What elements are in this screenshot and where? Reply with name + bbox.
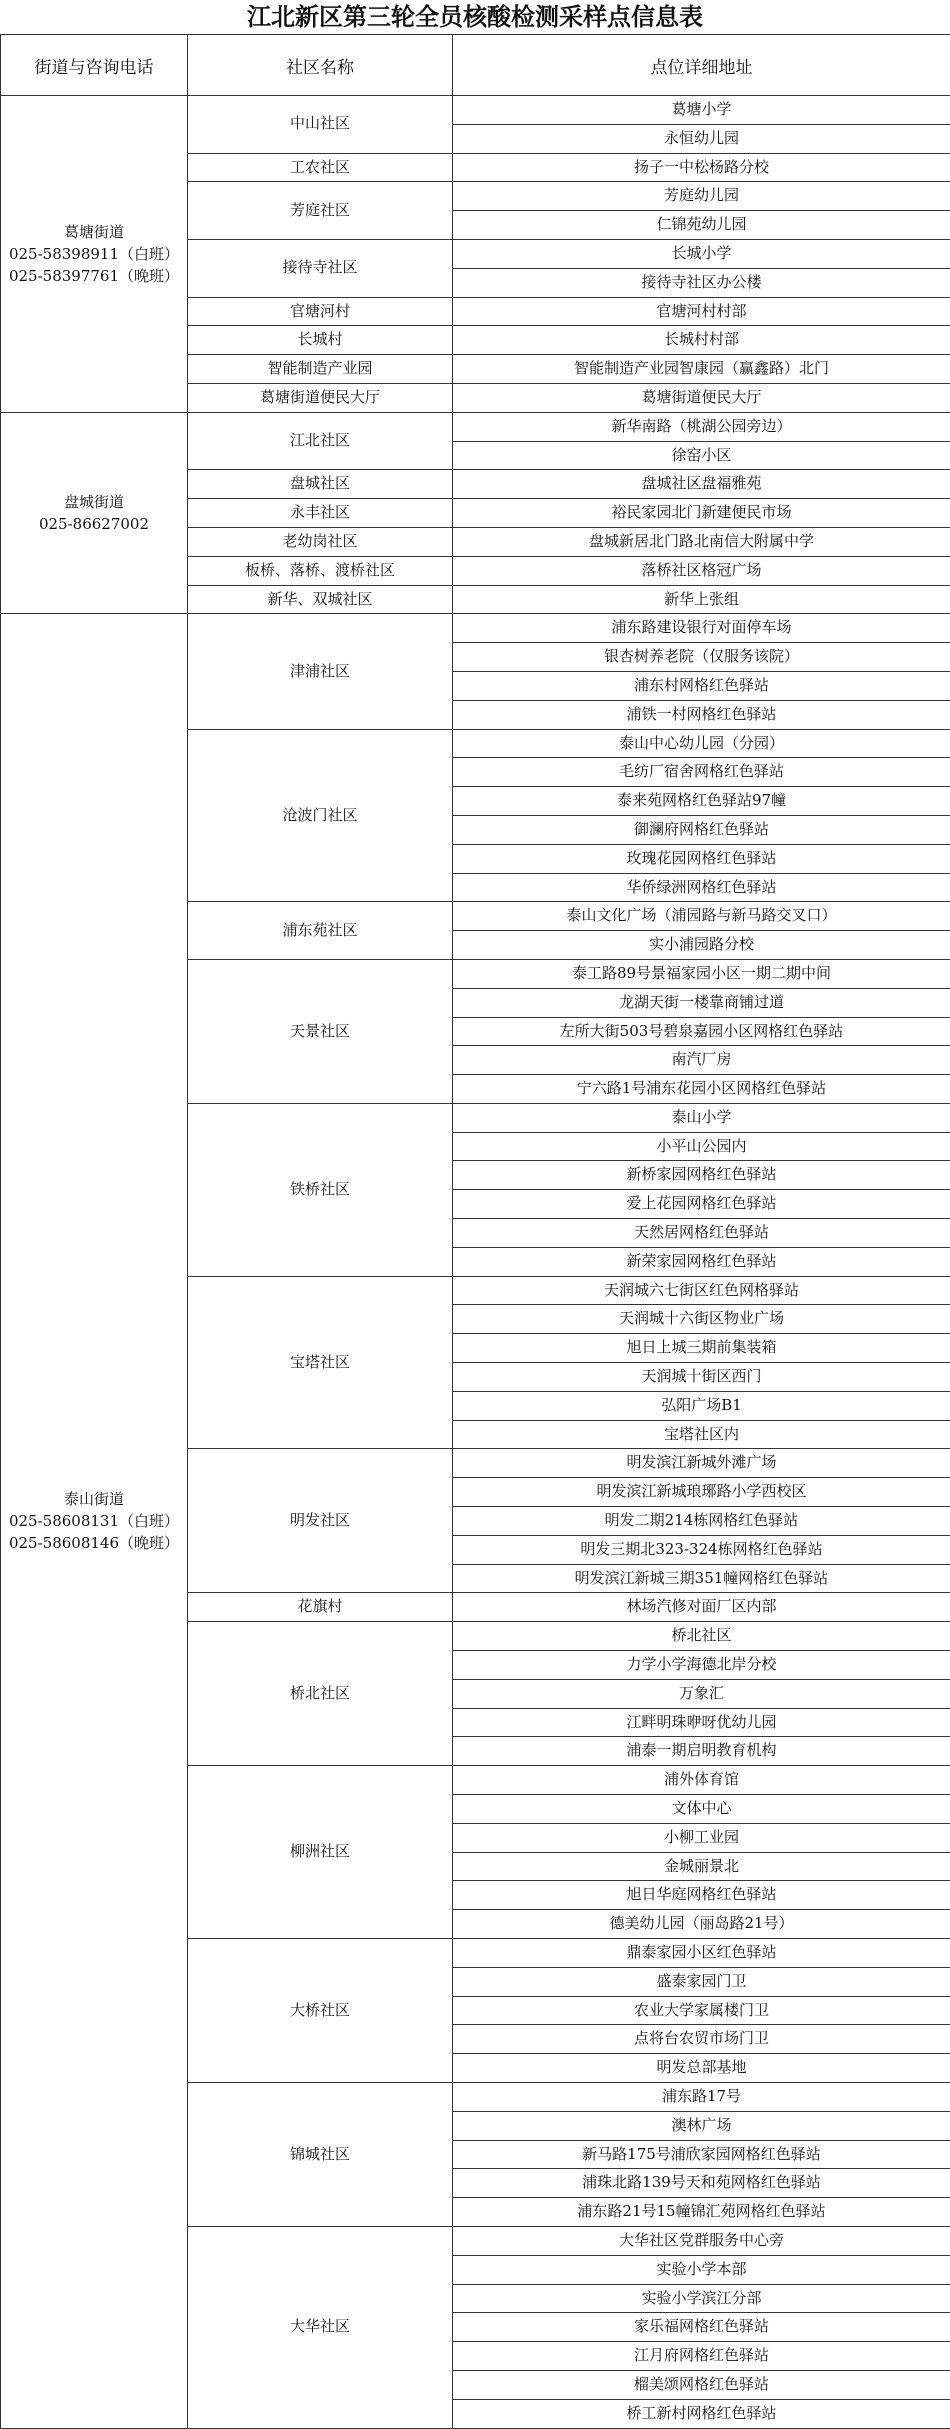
sampling-site-table [0,34,950,2429]
column-header-community: 社区名称 [188,35,453,96]
site-address: 大华社区党群服务中心旁 [453,2226,950,2255]
community-name: 津浦社区 [188,614,453,729]
site-address: 桥北社区 [453,1622,950,1651]
site-address: 永恒幼儿园 [453,124,950,153]
site-address: 浦铁一村网格红色驿站 [453,700,950,729]
site-address: 浦东路21号15幢锦汇苑网格红色驿站 [453,2198,950,2227]
site-address: 官塘河村村部 [453,297,950,326]
site-address: 文体中心 [453,1795,950,1824]
community-name: 盘城社区 [188,470,453,499]
site-address: 新华上张组 [453,585,950,614]
community-name: 板桥、落桥、渡桥社区 [188,556,453,585]
site-address: 江畔明珠咿呀优幼儿园 [453,1708,950,1737]
site-address: 浦东路17号 [453,2082,950,2111]
community-name: 工农社区 [188,153,453,182]
site-address: 泰山小学 [453,1103,950,1132]
street-name: 盘城街道 [1,491,187,513]
site-address: 泰山文化广场（浦园路与新马路交叉口） [453,902,950,931]
community-name: 中山社区 [188,96,453,154]
community-name: 柳洲社区 [188,1766,453,1939]
site-address: 徐窑小区 [453,441,950,470]
site-address: 泰山中心幼儿园（分园） [453,729,950,758]
community-name: 大华社区 [188,2226,453,2428]
site-address: 明发滨江新城三期351幢网格红色驿站 [453,1564,950,1593]
site-address: 扬子一中松杨路分校 [453,153,950,182]
site-address: 实验小学滨江分部 [453,2284,950,2313]
community-name: 长城村 [188,326,453,355]
street-phone: 025-58608146（晚班） [1,1532,187,1554]
site-address: 家乐福网格红色驿站 [453,2313,950,2342]
site-address: 泰来苑网格红色驿站97幢 [453,787,950,816]
site-address: 天然居网格红色驿站 [453,1219,950,1248]
table-body [1,96,950,2429]
site-address: 玫瑰花园网格红色驿站 [453,844,950,873]
site-address: 榴美颂网格红色驿站 [453,2370,950,2399]
site-address: 宁六路1号浦东花园小区网格红色驿站 [453,1075,950,1104]
site-address: 毛纺厂宿舍网格红色驿站 [453,758,950,787]
site-address: 浦东村网格红色驿站 [453,671,950,700]
site-address: 新桥家园网格红色驿站 [453,1161,950,1190]
site-address: 江月府网格红色驿站 [453,2342,950,2371]
community-name: 桥北社区 [188,1622,453,1766]
site-address: 芳庭幼儿园 [453,182,950,211]
site-address: 实小浦园路分校 [453,931,950,960]
street-phone: 025-86627002 [1,513,187,535]
site-address: 仁锦苑幼儿园 [453,211,950,240]
site-address: 盛泰家园门卫 [453,1967,950,1996]
site-address: 明发二期214栋网格红色驿站 [453,1507,950,1536]
site-address: 小平山公园内 [453,1132,950,1161]
site-address: 天润城十六街区物业广场 [453,1305,950,1334]
site-address: 实验小学本部 [453,2255,950,2284]
site-address: 浦泰一期启明教育机构 [453,1737,950,1766]
site-address: 接待寺社区办公楼 [453,268,950,297]
community-name: 明发社区 [188,1449,453,1593]
community-name: 花旗村 [188,1593,453,1622]
community-name: 新华、双城社区 [188,585,453,614]
site-address: 新马路175号浦欣家园网格红色驿站 [453,2140,950,2169]
community-name: 浦东苑社区 [188,902,453,960]
street-cell [1,96,188,413]
site-address: 长城村村部 [453,326,950,355]
community-name: 老幼岗社区 [188,527,453,556]
site-address: 明发滨江新城琅琊路小学西校区 [453,1478,950,1507]
site-address: 裕民家园北门新建便民市场 [453,499,950,528]
community-name: 铁桥社区 [188,1103,453,1276]
table-row [1,412,950,441]
community-name: 天景社区 [188,959,453,1103]
table-row [1,96,950,125]
site-address: 华侨绿洲网格红色驿站 [453,873,950,902]
table-row [1,614,950,643]
site-address: 旭日上城三期前集装箱 [453,1334,950,1363]
site-address: 天润城六七街区红色网格驿站 [453,1276,950,1305]
site-address: 落桥社区格冠广场 [453,556,950,585]
street-phone: 025-58397761（晚班） [1,265,187,287]
community-name: 大桥社区 [188,1939,453,2083]
site-address: 明发三期北323-324栋网格红色驿站 [453,1535,950,1564]
site-address: 泰工路89号景福家园小区一期二期中间 [453,959,950,988]
page-title: 江北新区第三轮全员核酸检测采样点信息表 [0,0,950,34]
community-name: 芳庭社区 [188,182,453,240]
site-address: 长城小学 [453,239,950,268]
column-header-street: 街道与咨询电话 [1,35,188,96]
street-phone: 025-58398911（白班） [1,243,187,265]
site-address: 南汽厂房 [453,1046,950,1075]
site-address: 林场汽修对面厂区内部 [453,1593,950,1622]
community-name: 智能制造产业园 [188,355,453,384]
site-address: 鼎泰家园小区红色驿站 [453,1939,950,1968]
site-address: 盘城新居北门路北南信大附属中学 [453,527,950,556]
street-cell [1,614,188,2428]
site-address: 宝塔社区内 [453,1420,950,1449]
community-name: 沧波门社区 [188,729,453,902]
site-address: 天润城十街区西门 [453,1363,950,1392]
site-address: 澳林广场 [453,2111,950,2140]
site-address: 旭日华庭网格红色驿站 [453,1881,950,1910]
site-address: 盘城社区盘福雅苑 [453,470,950,499]
community-name: 江北社区 [188,412,453,470]
street-phone: 025-58608131（白班） [1,1510,187,1532]
site-address: 葛塘小学 [453,96,950,125]
community-name: 接待寺社区 [188,239,453,297]
site-address: 德美幼儿园（丽岛路21号） [453,1910,950,1939]
site-address: 桥工新村网格红色驿站 [453,2399,950,2428]
site-address: 浦东路建设银行对面停车场 [453,614,950,643]
site-address: 浦外体育馆 [453,1766,950,1795]
site-address: 明发滨江新城外滩广场 [453,1449,950,1478]
site-address: 浦珠北路139号天和苑网格红色驿站 [453,2169,950,2198]
site-address: 明发总部基地 [453,2054,950,2083]
community-name: 官塘河村 [188,297,453,326]
site-address: 银杏树养老院（仅服务该院） [453,643,950,672]
site-address: 智能制造产业园智康园（赢鑫路）北门 [453,355,950,384]
community-name: 永丰社区 [188,499,453,528]
table-header-row [1,35,950,96]
community-name: 锦城社区 [188,2082,453,2226]
site-address: 爱上花园网格红色驿站 [453,1190,950,1219]
column-header-address: 点位详细地址 [453,35,950,96]
site-address: 小柳工业园 [453,1823,950,1852]
site-address: 万象汇 [453,1679,950,1708]
site-address: 新荣家园网格红色驿站 [453,1247,950,1276]
community-name: 葛塘街道便民大厅 [188,383,453,412]
site-address: 点将台农贸市场门卫 [453,2025,950,2054]
street-name: 泰山街道 [1,1488,187,1510]
site-address: 弘阳广场B1 [453,1391,950,1420]
site-address: 御澜府网格红色驿站 [453,815,950,844]
site-address: 葛塘街道便民大厅 [453,383,950,412]
street-cell [1,412,188,614]
street-name: 葛塘街道 [1,221,187,243]
site-address: 左所大街503号碧泉嘉园小区网格红色驿站 [453,1017,950,1046]
site-address: 金城丽景北 [453,1852,950,1881]
site-address: 力学小学海德北岸分校 [453,1651,950,1680]
site-address: 新华南路（桃湖公园旁边） [453,412,950,441]
site-address: 龙湖天街一楼靠商铺过道 [453,988,950,1017]
site-address: 农业大学家属楼门卫 [453,1996,950,2025]
community-name: 宝塔社区 [188,1276,453,1449]
